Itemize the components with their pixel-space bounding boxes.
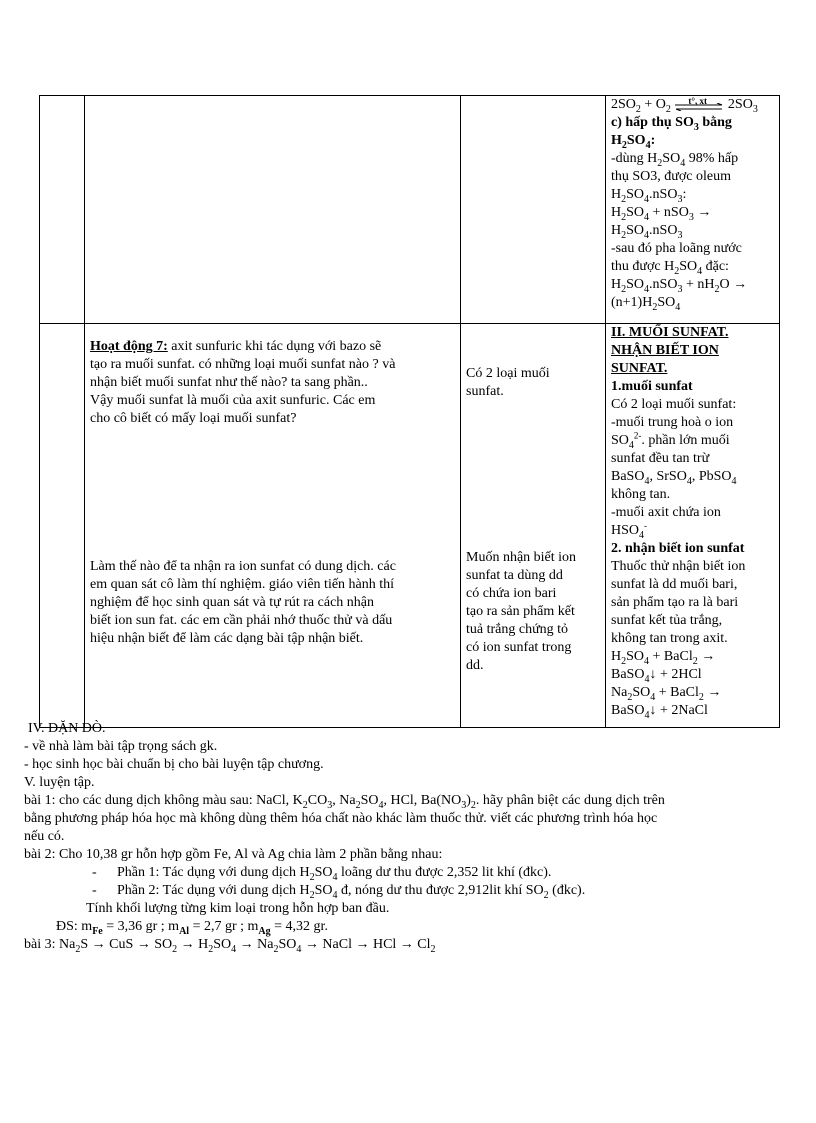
text-line: -dùng $H_2SO_4$ 98% hấp — [611, 151, 739, 169]
text-line: $H_2SO_4.nSO_3$ — [611, 223, 683, 241]
text-line: thụ SO3, được oleum — [611, 169, 731, 184]
list-item: - Phần 2: Tác dụng với dung dịch $H_2SO_4$ đ, nóng dư thu được 2,912lit khí $SO_2$ (đkc). — [92, 883, 586, 901]
text-line: thu được $H_2SO_4$ đặc: — [611, 259, 729, 277]
text-line: sunfat. — [466, 384, 504, 399]
lesson-table — [39, 95, 780, 728]
exercise: bằng phương pháp hóa học mà không dùng thêm hóa chất nào khác làm thuốc thử. viết các phương trình hóa học — [24, 811, 658, 826]
activity-title: Hoạt động 7: — [90, 339, 168, 354]
text-line: tạo ra sản phẩm kết — [466, 604, 575, 619]
list-item: - về nhà làm bài tập trọng sách gk. — [24, 739, 218, 754]
section-heading: IV. DẶN DÒ. — [28, 721, 106, 736]
text-line: cho cô biết có mấy loại muối sunfat? — [90, 411, 297, 426]
text-line: nhận biết muối sunfat như thế nào? ta sang phần.. — [90, 375, 368, 390]
subheading: 2. nhận biết ion sunfat — [611, 541, 745, 556]
text-line: Làm thế nào để ta nhận ra ion sunfat có dung dịch. các — [90, 559, 396, 574]
table-row — [40, 324, 780, 728]
text-line: BaSO$_4$, SrSO$_4$, PbSO$_4$ — [611, 469, 737, 487]
text-line: Tính khối lượng từng kim loại trong hỗn hợp ban đầu. — [86, 901, 390, 916]
content-cell — [606, 324, 780, 728]
text-line: biết ion sun fat. các em cần phải nhớ thuốc thử và dấu — [90, 613, 393, 628]
text-line: Hoạt động 7: axit sunfuric khi tác dụng với bazo sẽ — [90, 339, 382, 354]
section-heading: SUNFAT. — [611, 361, 668, 376]
table-row — [40, 96, 780, 324]
text-line: Muốn nhận biết ion — [466, 550, 577, 565]
text-line: $(n+1)H_2SO_4$ — [611, 295, 681, 313]
content-cell — [606, 96, 780, 324]
text-line: có chứa ion bari — [466, 586, 557, 601]
text-line: sản phẩm tạo ra là bari — [611, 595, 739, 610]
subheading: 1.muối sunfat — [611, 379, 693, 394]
text-line: dd. — [466, 658, 484, 673]
text-line: sunfat ta dùng dd — [466, 568, 563, 583]
table-cell — [40, 324, 85, 728]
text-line: tạo ra muối sunfat. có những loại muối sunfat nào ? và — [90, 357, 396, 372]
answer-cell — [461, 324, 606, 728]
section-heading: NHẬN BIẾT ION — [611, 343, 719, 358]
text-line: không tan trong axit. — [611, 631, 728, 646]
list-item: - học sinh học bài chuẩn bị cho bài luyện tập chương. — [24, 757, 324, 772]
text-line: sunfat kết tủa trắng, — [611, 613, 723, 628]
exercise: nếu có. — [24, 829, 65, 844]
exercise: bài 2: Cho 10,38 gr hỗn hợp gồm Fe, Al và Ag chia làm 2 phần bằng nhau: — [24, 847, 443, 862]
answer-line: ĐS: $m_{Fe} = 3,36$ gr ; $m_{Al} = 2,7$ gr ; $m_{Ag} = 4,32$ gr. — [56, 919, 328, 937]
exercise: bài 3: $Na_2S$ → CuS → $SO_2 \to H_2SO_4 \to Na_2SO_4$ → NaCl → HCl → $Cl_2$ — [24, 937, 436, 955]
text-line: em quan sát cô làm thí nghiệm. giáo viên tiến hành thí — [90, 577, 395, 592]
homework-section — [24, 720, 784, 954]
text-line: -muối axit chứa ion — [611, 505, 721, 520]
exercise: bài 1: cho các dung dịch không màu sau: NaCl, $K_2CO_3$, $Na_2SO_4$, HCl, $Ba(NO_3)_2$. hãy phân biệt các dung dịch trên — [24, 793, 665, 811]
text-line: -sau đó pha loãng nước — [611, 241, 742, 256]
equation: $H_2SO_4$ + BaCl$_2$ → — [611, 649, 716, 667]
text-line: -muối trung hoà o ion — [611, 415, 734, 430]
heading: c) hấp thụ $SO_3$ bằng — [611, 115, 732, 133]
text-line: $H_2SO_4.nSO_3$: — [611, 187, 687, 205]
text-line: sunfat đều tan trừ — [611, 451, 710, 466]
text-line: $H_2SO_4.nSO_3 + nH_2O$ → — [611, 277, 748, 295]
equation: BaSO$_4$↓ + 2HCl — [611, 667, 702, 685]
text-line: không tan. — [611, 487, 671, 502]
table-cell — [40, 96, 85, 324]
activity-cell — [85, 324, 461, 728]
text-line: Thuốc thử nhận biết ion — [611, 559, 746, 574]
equation: BaSO$_4$↓ + 2NaCl — [611, 703, 708, 721]
table-cell — [461, 96, 606, 324]
text-line: nghiệm để học sinh quan sát và tự rút ra cách nhận — [90, 595, 374, 610]
section-heading: V. luyện tập. — [24, 775, 95, 790]
table-cell — [85, 96, 461, 324]
section-heading: II. MUỐI SUNFAT. — [611, 325, 729, 340]
text-line: $H_2SO_4 + nSO_3$ → — [611, 205, 712, 223]
text-line: Có 2 loại muối — [466, 366, 550, 381]
equation: $Na_2SO_4$ + BaCl$_2$ → — [611, 685, 722, 703]
text-line: hiệu nhận biết để làm các dạng bài tập nhận biết. — [90, 631, 364, 646]
list-item: - Phần 1: Tác dụng với dung dịch $H_2SO_4$ loãng dư thu được 2,352 lit khí (đkc). — [92, 865, 552, 883]
equation: $2SO_2 + O_2$ t°, xt $2SO_3$ — [611, 95, 758, 115]
heading: $H_2SO_4$: — [611, 133, 656, 151]
text-line: sunfat là dd muối bari, — [611, 577, 738, 592]
text-line: Vậy muối sunfat là muối của axit sunfuric. Các em — [90, 393, 376, 408]
text-line: tuả trắng chứng tỏ — [466, 622, 569, 637]
text-line: có ion sunfat trong — [466, 640, 572, 655]
text-line: $HSO_4^-$ — [611, 520, 648, 541]
text-line: Có 2 loại muối sunfat: — [611, 397, 737, 412]
text-line: $SO_4^{2-}$. phần lớn muối — [611, 430, 730, 451]
reversible-arrow-icon: t°, xt — [674, 98, 724, 112]
